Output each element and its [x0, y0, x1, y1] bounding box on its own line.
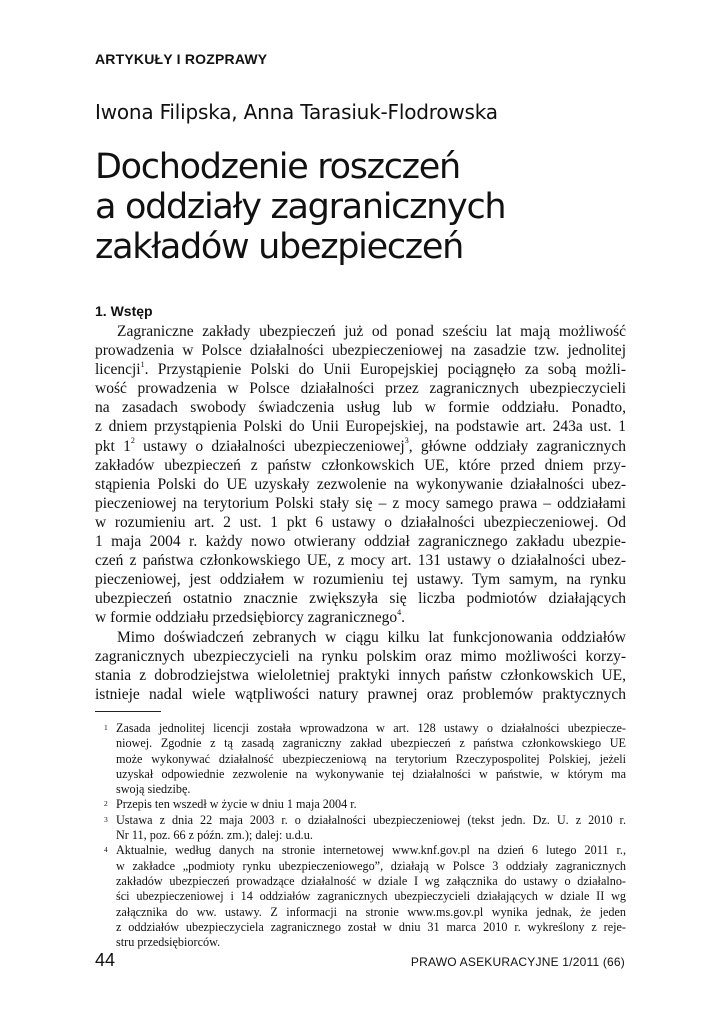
body-line: Mimo doświadczeń zebranych w ciągu kilku lat funkcjonowania oddziałów [117, 628, 626, 646]
footnote-line: w zakładce „podmioty rynku ubezpieczeniowego”, działają w Polsce 3 oddziały zagranicznych [116, 858, 626, 873]
footnote-line: Aktualnie, według danych na stronie internetowej www.knf.gov.pl na dzień 6 lutego 2011 r., [116, 843, 626, 858]
footnotes [95, 721, 626, 950]
footnote-item [95, 721, 626, 797]
body-line: z dniem przystąpienia Polski do Unii Europejskiej, na podstawie art. 243a ust. 1 [95, 418, 626, 436]
footnote-line: załącznika do ww. ustawy. Z informacji na stronie www.ms.gov.pl wynika jednak, że jeden [116, 904, 626, 919]
footnote-number: 4 [104, 845, 108, 855]
section-label: ARTYKUŁY I ROZPRAWY [95, 51, 268, 67]
article-title [95, 147, 635, 267]
title-line: Dochodzenie roszczeń [95, 147, 460, 187]
footnote-number: 3 [104, 814, 108, 824]
footnote-number: 1 [104, 723, 108, 732]
footnote-ref[interactable]: 3 [404, 436, 409, 446]
footnote-item [95, 797, 626, 812]
body-line: zagranicznych ubezpieczycieli na rynku polskim oraz mimo możliwości korzy- [95, 647, 626, 665]
footnote-line: Ustawa z dnia 22 maja 2003 r. o działalności ubezpieczeniowej (tekst jedn. Dz. U. z 2010 r. [116, 812, 626, 827]
footnote-ref[interactable]: 4 [397, 608, 402, 618]
body-line: stąpienia Polski do UE uzyskały zezwolenie na wykonywanie działalności ubez- [95, 475, 626, 493]
footnote-line: Przepis ten wszedł w życie w dniu 1 maja 2004 r. [116, 797, 357, 812]
article-authors: Iwona Filipska, Anna Tarasiuk-Flodrowska [95, 100, 498, 124]
body-line: czeń z państwa członkowskiego UE, z mocy art. 131 ustawy o działalności ubez- [95, 552, 626, 570]
footnote-line: swoją siedzibę. [116, 782, 191, 797]
footnote-line: z oddziałów ubezpieczyciela zagranicznego został w dniu 31 marca 2010 r. wykreślony z reje- [116, 919, 626, 934]
footnote-number: 2 [104, 799, 108, 809]
footnote-divider [95, 711, 161, 712]
page-number: 44 [95, 950, 116, 970]
body-line: 1 maja 2004 r. każdy nowo otwierany oddział zagranicznego zakładu ubezpie- [95, 533, 626, 551]
body-line: licencji$^1$. Przystąpienie Polski do Unii Europejskiej pociągnęło za sobą możli- [95, 360, 626, 379]
footnote-line: niowej. Zgodnie z tą zasadą zagraniczny zakład ubezpieczeń z państwa członkowskiego UE [116, 736, 626, 751]
title-line: zakładów ubezpieczeń [95, 227, 463, 267]
footnote-item [95, 813, 626, 844]
body-line: Zagraniczne zakłady ubezpieczeń już od ponad sześciu lat mają możliwość [117, 323, 626, 340]
body-line: istnieje nadal wiele wątpliwości natury prawnej oraz problemów praktycznych [95, 685, 626, 703]
footnote-line: Zasada jednolitej licencji została wprowadzona w art. 128 ustawy o działalności ubezpiecze- [116, 721, 626, 735]
body-line: stania z dobrodziejstwa wieloletniej praktyki innych państw członkowskich UE, [95, 666, 626, 684]
footnote-line: może wykonywać działalność ubezpieczeniową na terytorium Rzeczypospolitej Polskiej, jeżeli [116, 751, 626, 766]
body-line: w formie oddziału przedsiębiorcy zagranicznego$^4$. [95, 608, 405, 627]
body-line: wość prowadzenia w Polsce działalności przez zagranicznych ubezpieczycieli [95, 380, 626, 398]
footnote-line: uzyskał odpowiednie zezwolenie na wykonywanie tej działalności w państwie, w którym ma [116, 766, 626, 781]
body-line: pieczeniowej na terytorium Polski stały się – z mocy samego prawa – oddziałami [95, 494, 626, 512]
footnote-ref[interactable]: 1 [140, 360, 145, 370]
body-line: ubezpieczeń ostatnio znacznie zwiększyła się liczba podmiotów działających [95, 590, 626, 608]
body-line: zakładów ubezpieczeń z państw członkowskich UE, które przed dniem przy- [95, 456, 626, 474]
body-line: prowadzenia w Polsce działalności ubezpieczeniowej na zasadzie tzw. jednolitej [95, 342, 626, 360]
body-line: na zasadach swobody świadczenia usług lub w formie oddziału. Ponadto, [95, 399, 626, 417]
footnote-line: ści ubezpieczeniowej i 14 oddziałów zagranicznych ubezpieczycieli działających w dziale II wg [116, 889, 626, 904]
footnote-line: zakładów ubezpieczeń prowadzące działalność w dziale I wg załącznika do ustawy o działalno- [116, 873, 626, 888]
article-body [95, 322, 626, 704]
title-line: a oddziały zagranicznych [95, 187, 506, 227]
body-line: pkt $1^2$ ustawy o działalności ubezpieczeniowej$^3$, główne oddziały zagranicznych [95, 436, 627, 455]
body-line: pieczeniowej, jest oddziałem w rozumieniu tej ustawy. Tym samym, na rynku [95, 571, 626, 589]
journal-name: PRAWO ASEKURACYJNE 1/2011 (66) [410, 955, 625, 969]
footnote-item [95, 843, 626, 950]
section-heading: 1. Wstęp [95, 303, 153, 319]
footnote-ref[interactable]: 2 [130, 436, 135, 446]
footnote-line: Nr 11, poz. 66 z późn. zm.); dalej: u.d.u. [116, 828, 313, 843]
footnote-line: stru przedsiębiorców. [116, 935, 221, 950]
body-line: w rozumieniu art. 2 ust. 1 pkt 6 ustawy o działalności ubezpieczeniowej. Od [95, 513, 626, 531]
